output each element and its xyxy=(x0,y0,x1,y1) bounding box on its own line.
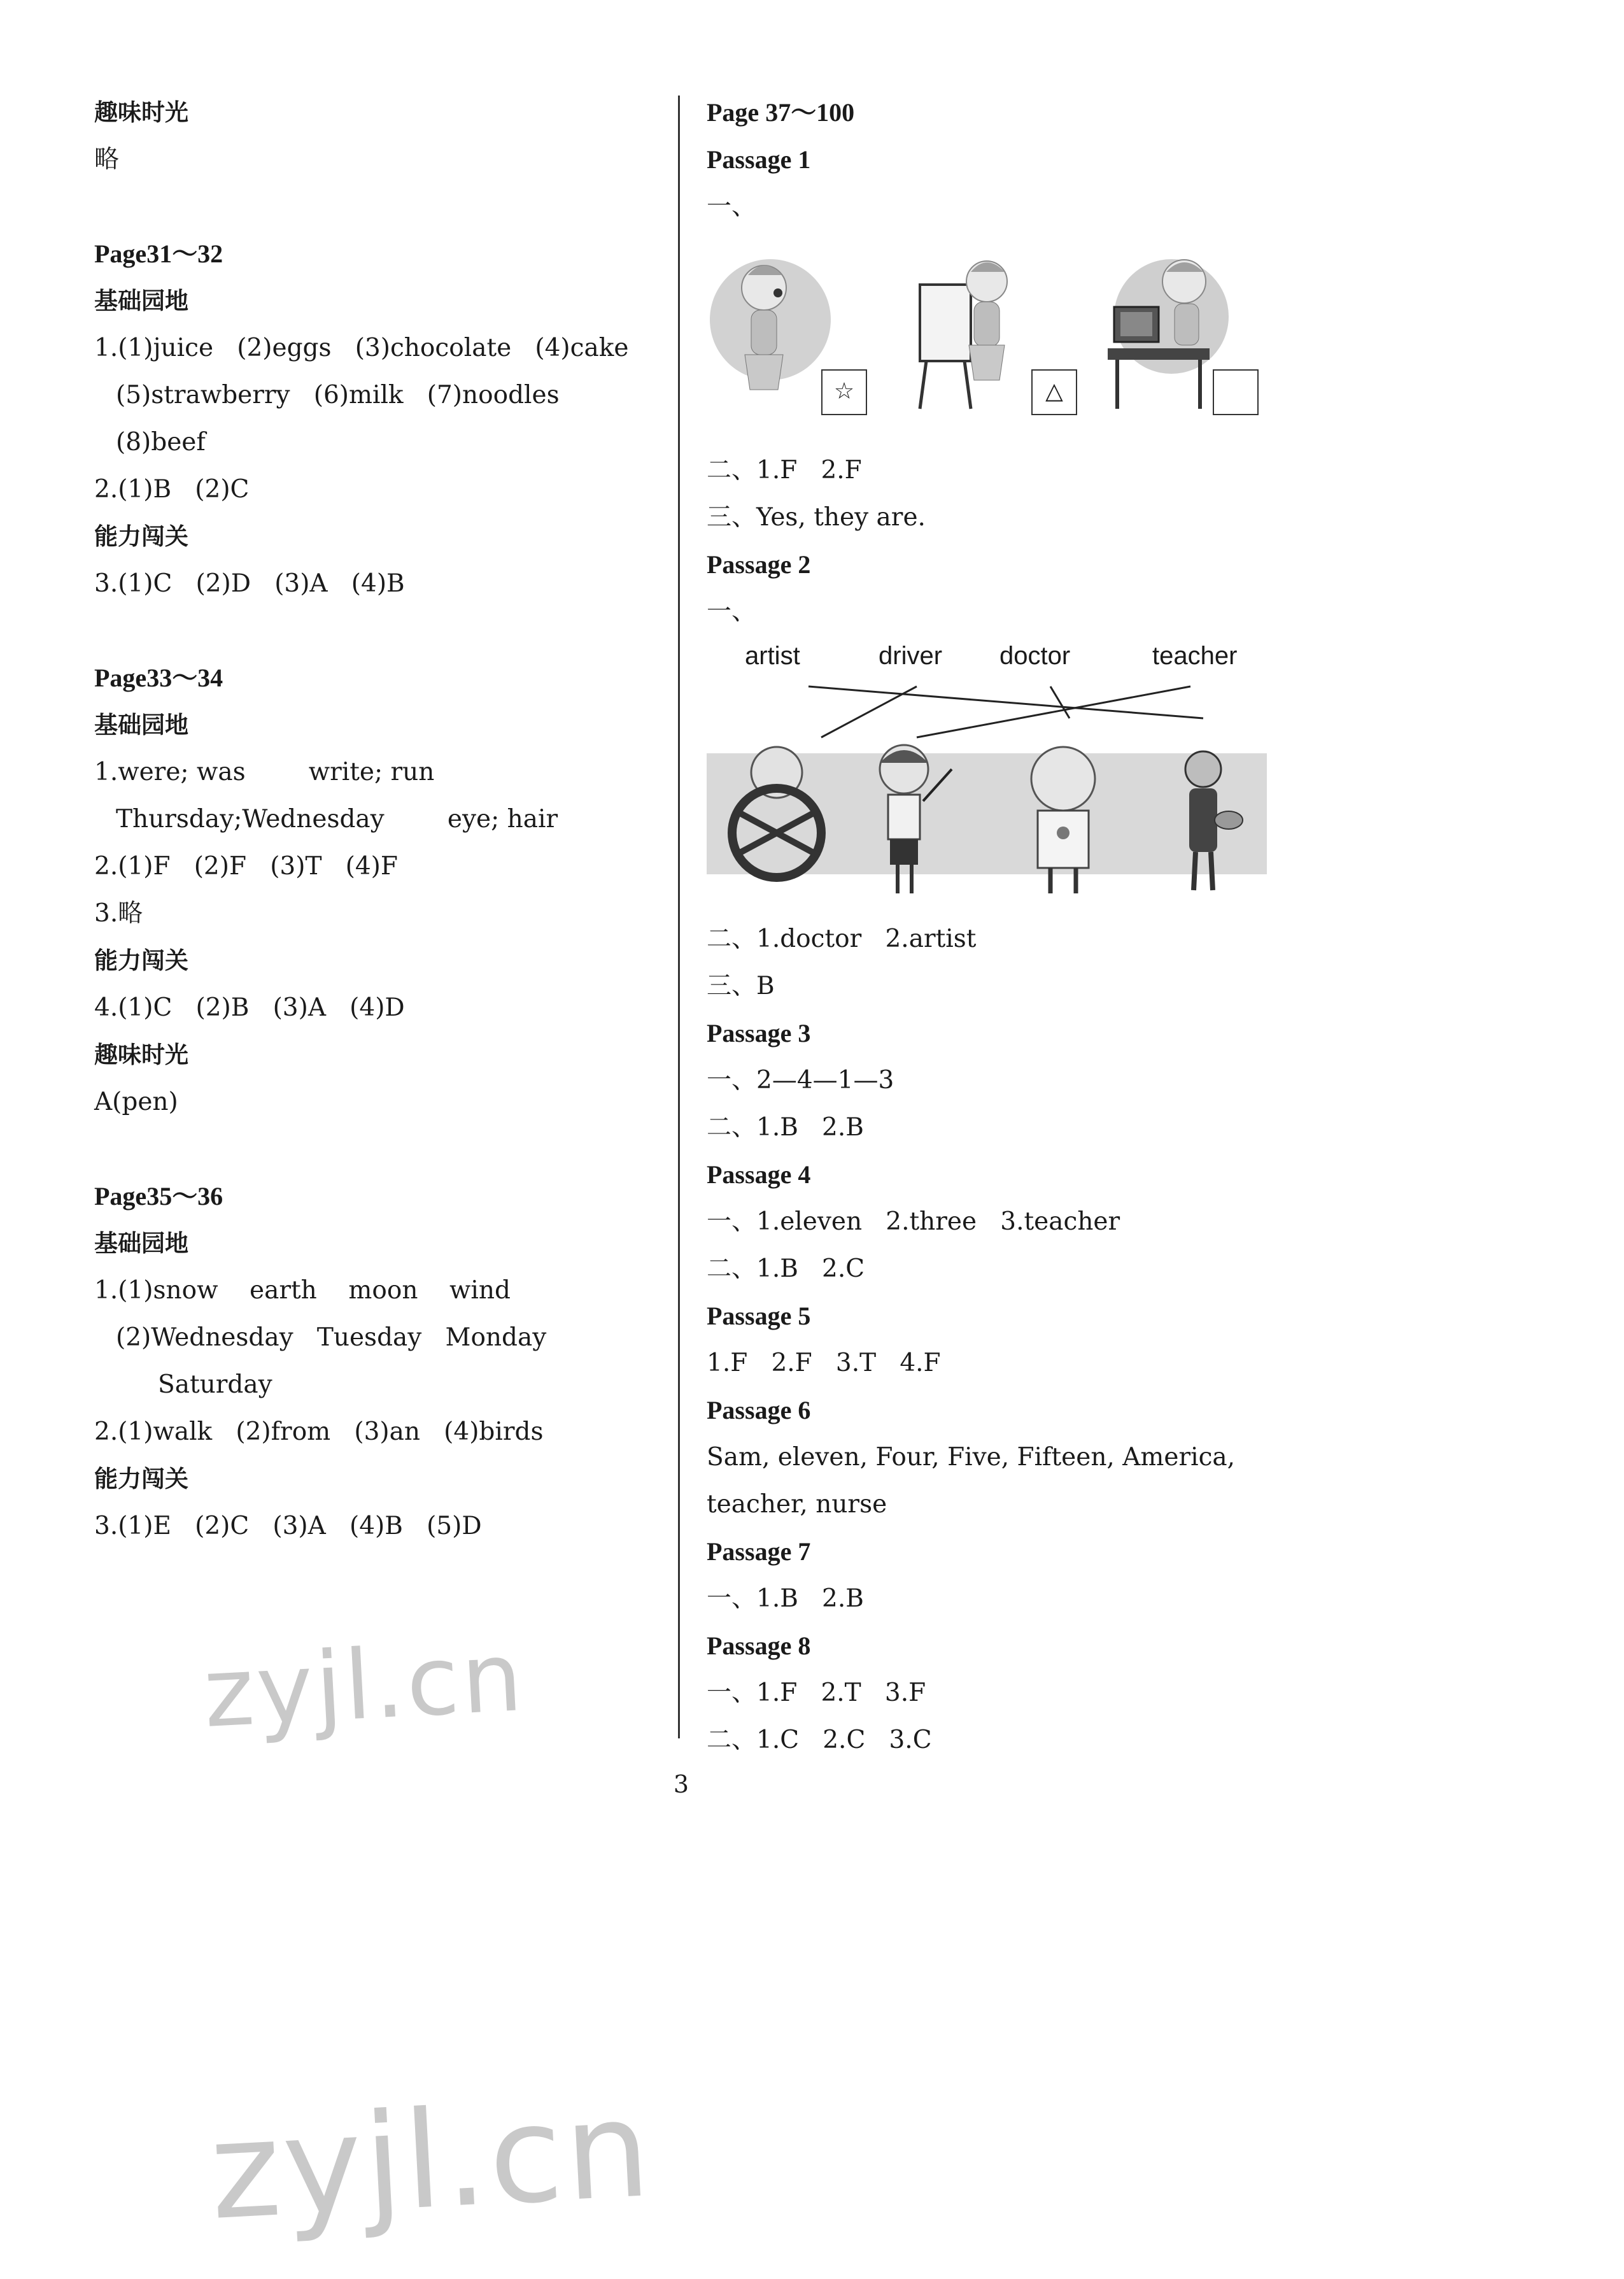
passage1-figure xyxy=(707,243,1343,434)
match-line-driver xyxy=(821,686,917,737)
page-range-title: Page33～34 xyxy=(94,664,223,692)
answer-line: 二、1.B 2.C xyxy=(707,1254,865,1283)
answer-box-star: ☆ xyxy=(821,369,867,415)
passage-title: Passage 2 xyxy=(707,550,811,579)
answer-line: 一、1.F 2.T 3.F xyxy=(707,1679,926,1707)
answer-box-empty xyxy=(1213,369,1259,415)
page-number: 3 xyxy=(673,1770,689,1798)
label-driver: driver xyxy=(879,642,943,670)
answer-line: Saturday xyxy=(158,1370,272,1399)
answer-line: 2.(1)F (2)F (3)T (4)F xyxy=(94,852,398,881)
passage-title: Passage 3 xyxy=(707,1019,811,1047)
answer-line: 1.were; was write; run xyxy=(94,758,435,786)
answer-line: 三、Yes, they are. xyxy=(707,503,926,532)
answer-line: 三、B xyxy=(707,972,775,1000)
girl-activities-illustration xyxy=(707,243,1280,434)
girl-computer-image xyxy=(1108,259,1229,409)
answer-line: A(pen) xyxy=(94,1088,178,1116)
section-heading: 趣味时光 xyxy=(94,99,188,126)
answer-line: (5)strawberry (6)milk (7)noodles xyxy=(116,381,560,409)
section-heading: 基础园地 xyxy=(94,711,188,739)
section-heading: 能力闯关 xyxy=(94,523,188,550)
watermark: zyjl.cn xyxy=(206,2070,656,2250)
answer-line: (8)beef xyxy=(116,428,206,457)
answer-box-triangle: △ xyxy=(1031,369,1077,415)
answer-line: 4.(1)C (2)B (3)A (4)D xyxy=(94,993,405,1022)
passage-title: Passage 4 xyxy=(707,1160,811,1189)
answer-line: 2.(1)walk (2)from (3)an (4)birds xyxy=(94,1417,544,1446)
answer-line: 二、1.doctor 2.artist xyxy=(707,925,977,953)
section-heading: 能力闯关 xyxy=(94,947,188,974)
label-teacher: teacher xyxy=(1152,642,1238,670)
left-column xyxy=(94,89,667,1550)
answer-line: 一、2—4—1—3 xyxy=(707,1066,894,1095)
section-heading: 趣味时光 xyxy=(94,1041,188,1069)
passage-title: Passage 6 xyxy=(707,1396,811,1424)
answer-line: 二、1.B 2.B xyxy=(707,1113,864,1142)
passage-title: Passage 5 xyxy=(707,1302,811,1330)
passage2-matching-figure xyxy=(707,642,1343,909)
right-column xyxy=(707,89,1343,1764)
girl-singing-image xyxy=(710,259,831,390)
page-range-title: Page31～32 xyxy=(94,239,223,268)
match-line-teacher xyxy=(917,686,1190,737)
answer-line: 1.F 2.F 3.T 4.F xyxy=(707,1349,941,1377)
label-doctor: doctor xyxy=(999,642,1071,670)
answer-line: Thursday;Wednesday eye; hair xyxy=(116,805,558,834)
passage-title: Passage 7 xyxy=(707,1537,811,1566)
answer-line: 二、1.C 2.C 3.C xyxy=(707,1726,932,1754)
section-heading: 基础园地 xyxy=(94,1230,188,1257)
answer-line: (2)Wednesday Tuesday Monday xyxy=(116,1323,547,1352)
answer-line: 3.略 xyxy=(94,899,143,928)
answer-line: 一、1.B 2.B xyxy=(707,1584,864,1613)
column-divider xyxy=(678,96,680,1738)
section-heading: 能力闯关 xyxy=(94,1465,188,1493)
answer-line: Sam, eleven, Four, Five, Fifteen, America, xyxy=(707,1443,1236,1472)
match-line-doctor xyxy=(1050,686,1070,718)
passage-title: Passage 8 xyxy=(707,1631,811,1660)
watermark: zyjl.cn xyxy=(201,1621,528,1750)
answer-line: 1.(1)snow earth moon wind xyxy=(94,1276,511,1305)
answer-line: 1.(1)juice (2)eggs (3)chocolate (4)cake xyxy=(94,334,629,362)
passage-title: Passage 1 xyxy=(707,145,811,174)
answer-line: 一、1.eleven 2.three 3.teacher xyxy=(707,1207,1120,1236)
answer-line: 2.(1)B (2)C xyxy=(94,475,250,504)
answer-line: 二、1.F 2.F xyxy=(707,456,862,485)
answer-line: 略 xyxy=(94,145,120,174)
girl-painting-image xyxy=(920,261,1007,409)
answer-line: 3.(1)C (2)D (3)A (4)B xyxy=(94,569,405,598)
label-artist: artist xyxy=(745,642,800,670)
page-range-title: Page 37～100 xyxy=(707,98,855,127)
answer-line: 3.(1)E (2)C (3)A (4)B (5)D xyxy=(94,1512,482,1540)
section-heading: 基础园地 xyxy=(94,287,188,315)
page-range-title: Page35～36 xyxy=(94,1182,223,1210)
occupation-matching-illustration xyxy=(707,642,1280,909)
answer-line: teacher, nurse xyxy=(707,1490,887,1519)
answer-line: 一、 xyxy=(707,192,757,221)
answer-line: 一、 xyxy=(707,597,757,626)
